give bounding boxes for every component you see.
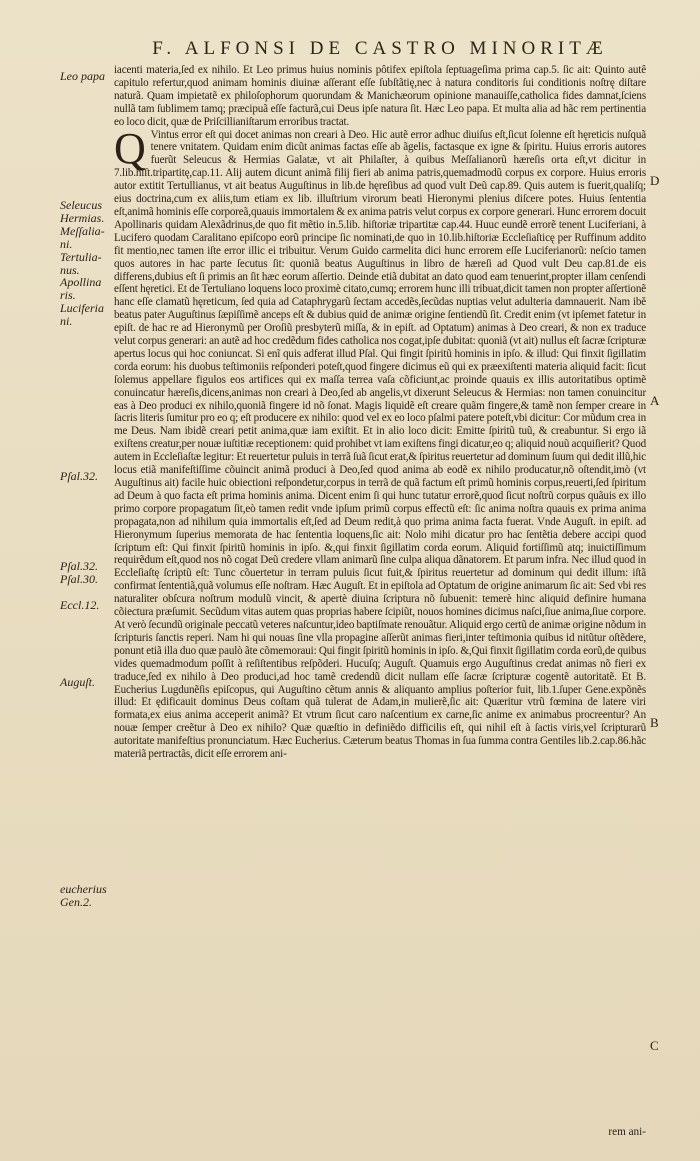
margin-note: ris.: [60, 288, 76, 303]
section-letter: A: [650, 392, 660, 408]
margin-note: Apollina: [60, 275, 102, 290]
margin-note: nus.: [60, 262, 80, 277]
catchword: rem ani-: [608, 1126, 646, 1138]
margin-note: Leo papa: [60, 69, 105, 83]
margin-note: ni.: [60, 314, 73, 329]
paragraph-2-text: Vintus error eſt qui docet animas non creari à Deo. Hic autẽ error adhuc diuiſus eſt,ſicut ſolenne eſt hęreticis nuſquã tenere vnitatem. Quidam enim dicũt animas factas eſſe ab ãgelis, factasque ex igne & ſpiritu. Huius erroris autores fuerũt Seleucus & Hermias Galatæ, vt ait Philaſter, à quibus Meſſalianorũ hæreſis orta eſt,vt dicitur in 7.lib.hiſt.tripartitę,cap.11. Alij autem dicunt animã filij fieri ab anima patris,quemadmodũ corpus ex corpore. Huius erroris autor extitit Tertullianus, vt ait beatus Auguſtinus in lib.de hęreſibus ad quod vult Deũ cap.89. Quis autem is fuerit,qualiſq; eius doctrina,cum ex aliis,tum etiam ex lib. illuſtrium virorum beati Hieronymi plenius diſcere potes. Huius ſententia eſt,animã hominis eſſe corporeã,quauis immortalem & ex anima patris velut corpus ex corpore generari. Hunc errorem docuit Apollinaris quidam Alexãdrinus,de quo fit mẽtio in.5.lib. hiſtoriæ tripartitæ cap.44. Huuc eundẽ errorẽ tenent Luciferiani, à Lucifero quodam Caralitano epiſcopo eorũ principe ſic nominati,de quo in 10.lib.hiſtoriæ Eccleſiaſticę per Ruffinum addito fit mentio,nec tamen iſte error illic ei tribuitur. Verum Guido carmelita dici hunc errorem eſſe Luciferianorũ: neſcio tamen quos autores in hac parte ſecutus ſit: quoniã beatus Auguſtinus in libro de hæreſi ad Quod vult Deu cap.81.de eis differens,dubius eſt ſi primis an ſit hæc eorum aſſertio. Deinde etiã dubitat an dato quod eam tenuerint,propter illam cenſendi eſſent hęretici. Et de Tertuliano loquens loco proximè citato,cumq; errorem hunc illi tribuat,dicit tamen non propter aſſertionẽ hanc eſſe clamatũ hęreticum, ſed quia ad Cataphrygarũ ſectam accedẽs,ſecũdas nuptias velut adulteria damnauerit. Nam ibĕ beatus pater Auguſtinus ſæpiſſimẽ anceps eſt & dubius quid de animæ origine ſentiendũ ſit. Credit enim (vt ipſemet fatetur in epiſt. de hac re ad Hieronymũ per Oroſiũ presbyterũ miſſa, & in epiſt. ad Optatum) animas à Deo creari, & non ex traduce velut corpus generari: an autẽ ad hoc credẽdum fides catholica nos cogat,ipſe dubitat: quoniã (vt ait) nullus eſt ſacræ ſcripturæ apertus locus qui hoc coniuncat. Si enĩ quis adferat illud Pſal. Qui fingit ſpiritũ hominis in ipſo. & illud: Qui finxit ſigillatim corda eorum: his duobus teſtimoniis reſponderi poteſt,quod fingere dicimus eũ qui ex præexiſtenti materia aliquid facit: ſicut ſolemus appellare figulos eos artifices qui ex maſſa terrea vaſa cõficiunt,ac proinde quauis ex illis autoritatibus optimẽ conuincatur hæreſis,dicens,animas non creari à Deo,ſed ab angelis,vt dixerunt Seleucus & Hermias: non tamen conuincitur eas à Deo produci ex nihilo,quoniã fingere id nõ ſonat. Magis liquidẽ eſt creare quãm fingere,& tamẽ non ſemper creare in ſacris literis ſumitur pro eo q; eſt producere ex nihilo: quod vel ex eo loco pſalmi patere poteſt,vbi dicitur: Cor mũdum crea in me Deus. Nam ibidẽ creari petit anima,quæ iam exiſtit. Et in alio loco dicit: Emitte ſpiritũ tuũ, & creabuntur. Si ergo iã exiſtens creatur,per nouæ iuſtitiæ receptionem: quid prohibet vt iam exiſtens fingi dicatur,eo q; aliquid nouũ acquiſierit? Quod autem in Eccleſiaſtæ legitur: Et reuertetur puluis in terrã ſuã ſicut erat,& ſpiritus reuertetur ad dominum ſuum qui dedit illũ,hic locus etiã manifeſtiſſime cõuincit animã produci à Deo,ſed quod anima ab eodẽ ex nihilo producatur,nõ oſtendit,imò (vt Auguſtinus ait) facile huic obiectioni reſpondetur,corpus in terrã de quã factum eſt primũ hominis corpus,reuerti,ſed ſpiritum ad Deum à quo facta eſt prima hominis anima. Dicent enim ſi qui hunc tutatur errorẽ,quod ſicut noſtrũ corpus quãuis ex illo primo corpore propagatum ſit,eò tamen redit vnde ipſum primũ corpus effectũ eſt: ſic anima noſtra quauis ex prima anima propagata,non ad nihilum quia immortalis eſt,ſed ad Deum redit,à quo prima anima facta fuerat. Vnde Auguſt. in epiſt. ad Hieronymum ſuperius memorata de hac ſententia loquens,ſic ait: Nolo mihi dicatur pro hac ſentẽtia debere accipi quod ſcriptum eſt: Qui finxit ſpiritũ hominis in ipſo. &,qui finxit ſigillatim corda eorum. Aliquid fortiſſimũ atq; inuictiſſimum requirẽdum eſt,quod nos nõ cogat Deũ credere vllam animarũ ſine culpa aliqua dãnatorem. Et parum infra. Nec illud quod in Eccleſiaſtę ſcriptũ eſt: Tunc cõuertetur in terram puluis ſicut fuit,& ſpiritus reuertetur ad dominum qui dedit illum: iſtã confirmat ſententiã,quã volumus eſſe noſtram. Hæc Auguſt. Et in epiſtola ad Optatum de origine animarum ſic ait: Sed vbi res naturaliter obſcura noſtrum modulũ vincit, & apertè diuina ſcriptura nõ ſubuenit: temerè hinc aliquid definire humana cõiectura præſumit. Secũdum vitas autem quas proprias habere ſcipiũt, nouos homines dicimus naſci,ſiue anima,ſiue corpore. At verò ſecundũ originale peccatũ veteres naſcuntur,ideo baptiſmate renouãtur. Aliquid ergo certũ de animæ origine nõdum in ſcripturis ſanctis reperi. Nam hi qui nouas ſine vlla propagine aſſerũt animas fieri,inter teſtimonia quibus id nitũtur oſtẽdere, ponunt etiã illa duo quæ paulò ãte cõmemoraui: Qui fingit ſpiritũ hominis in ipſo. &,Qui finxit ſigillatim corda eorũ,de quibus vides quemadmodum poſſit à reſiſtentibus reſpõderi. Hucuſq; Auguſt. Quamuis ergo Auguſtinus credat animas nõ fieri ex traduce,ſed ex nihilo à Deo produci,ad hoc tamẽ credendũ dicit nullam eſſe ſacræ ſcripturæ cogentẽ autoritatẽ. Et B. Eucherius Lugdunẽſis epiſcopus, qui Auguſtino cẽtum annis & aliquanto amplius poſterior fuit, lib.1.ſuper Gene.expõnẽs illud: Et ędificauit dominus Deus coſtam quã tulerat de Adam,in mulierẽ,ſic ait: Quæritur vtrũ fœmina de latere viri formata,ex eius anima acceperit animã? Et vtrum ſicut caro naſcentium ex carne,ſic anime ex animabus procreentur? An nouæ ſemper creẽtur à Deo ex nihilo? Quæ quæſtio in definiẽdo difficilis eſt, qui nihil eſt à ſactis viris,vel ſcripturarũ autoritate manifeſtius pronunciatum. Hæc Eucherius. Cæterum beatus Thomas in ſua ſumma contra Gentiles lib.2.cap.86.hãc materiã pertractãs, dicit eſſe errorem ani-: [114, 128, 646, 761]
margin-note: Auguſt.: [60, 675, 95, 690]
section-letter: C: [650, 1037, 659, 1053]
margin-note: Tertulia-: [60, 249, 102, 264]
margin-note: Pſal.30.: [60, 572, 98, 587]
margin-note: Luciferia: [60, 301, 104, 316]
margin-note: Eccl.12.: [60, 597, 100, 612]
margin-note: Pſal.32.: [60, 468, 98, 483]
paragraph-1: iacenti materia,ſed ex nihilo. Et Leo primus huius nominis pôtifex epiſtola ſeptuageſima prima cap.5. ſic ait: Quinto autê capitulo refertur,quod animam hominis diuinæ aſſerant eſſe ſubſtãtię,nec à natura conditoris ſui conditionis noſtrę diſtare naturã. Quam impietatẽ ex philoſophorum quorundam & Manichæorum opinione manauiſſe,catholica fides damnat,ſciens nullã tam ſublimem tamq; præcipuã eſſe facturã,cui Deus ipſe natura ſit. Hæc Leo papa. Et multa alia ad hãc rem pertinentia eo loco dicit, quæ de Priſcillianiſtarum erroribus tractat.: [114, 64, 646, 128]
paragraph-2: [114, 123, 646, 761]
margin-note: Seleucus: [60, 198, 102, 212]
margin-note: eucherius: [60, 881, 107, 896]
margin-note: Gen.2.: [60, 894, 92, 909]
section-letter: D: [650, 173, 660, 189]
margin-note: Pſal.32.: [60, 559, 98, 574]
margin-note: ni.: [60, 236, 73, 251]
drop-cap: Q: [114, 123, 146, 173]
section-letter: B: [650, 715, 659, 730]
margin-note: Hermias.: [60, 210, 105, 225]
marginalia: [0, 0, 114, 1161]
text-body: [114, 64, 646, 761]
running-head: F. ALFONSI DE CASTRO MINORITÆ: [152, 38, 608, 59]
margin-note: Meſſalia-: [60, 223, 105, 238]
